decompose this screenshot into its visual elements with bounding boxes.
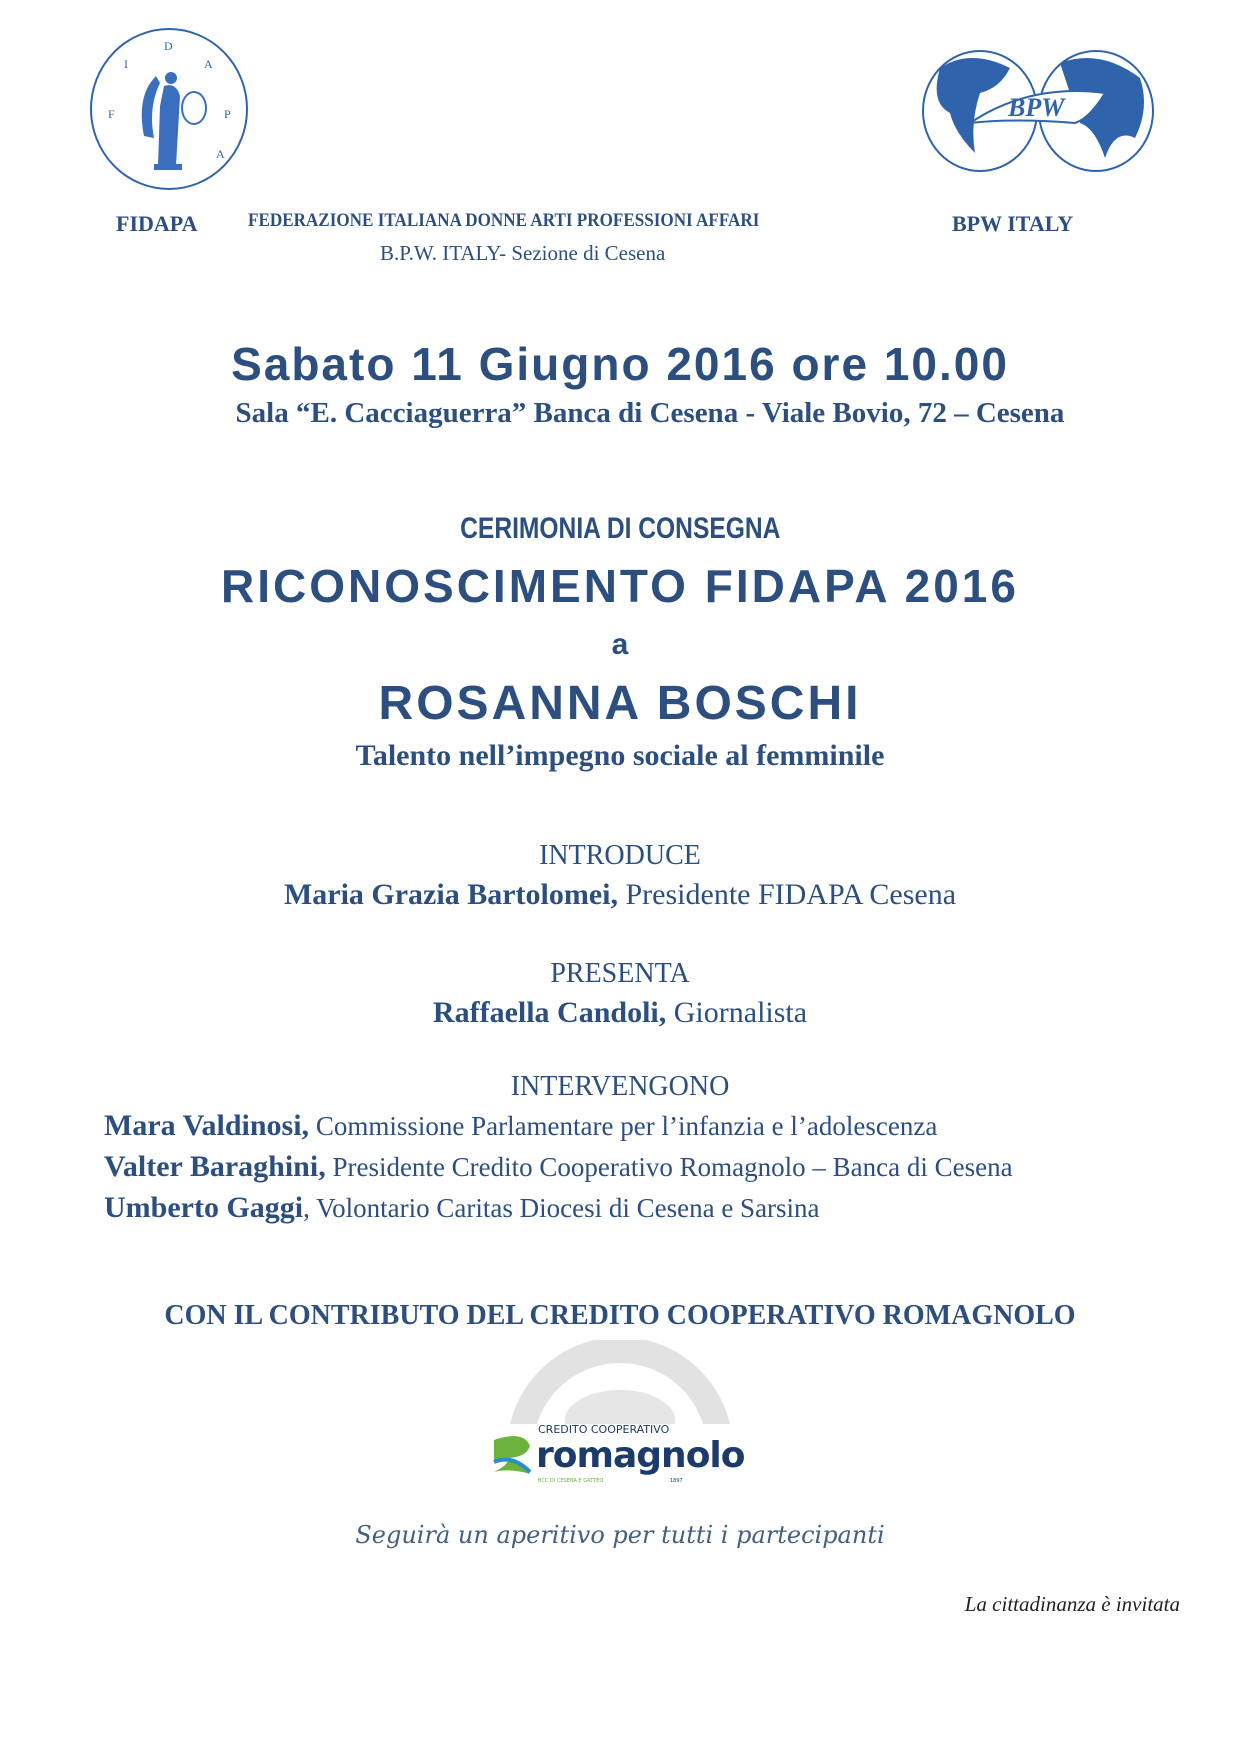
logo-sub-text: BCC DI CESENA E GATTEO [538, 1478, 604, 1484]
bpw-italy-label: BPW ITALY [952, 211, 1074, 236]
svg-text:I: I [124, 57, 128, 71]
presenta-label: PRESENTA [550, 958, 690, 989]
speaker-item: Mara Valdinosi, Commissione Parlamentare per l’infanzia e l’adolescenza [104, 1109, 938, 1142]
logo-year-text: 1897 [670, 1478, 683, 1484]
logo-main-text: romagnolo [536, 1435, 745, 1476]
connector-text: a [611, 628, 629, 661]
event-datetime: Sabato 11 Giugno 2016 ore 10.00 [231, 338, 1009, 390]
speaker-item: Umberto Gaggi, Volontario Caritas Diocesi di Cesena e Sarsina [104, 1191, 820, 1224]
seal-watermark-icon [510, 1340, 730, 1424]
romagnolo-r-icon [490, 1432, 536, 1476]
bpw-logo [920, 48, 1156, 174]
credito-cooperativo-logo [490, 1340, 750, 1490]
invitation-note: La cittadinanza è invitata [964, 1592, 1180, 1616]
event-venue: Sala “E. Cacciaguerra” Banca di Cesena - Viale Bovio, 72 – Cesena [235, 397, 1065, 429]
intervengono-label: INTERVENGONO [510, 1071, 730, 1102]
svg-text:A: A [204, 57, 213, 71]
aperitivo-note: Seguirà un aperitivo per tutti i partecipanti [355, 1521, 885, 1549]
section-name: B.P.W. ITALY- Sezione di Cesena [380, 241, 666, 265]
honoree-name: ROSANNA BOSCHI [378, 677, 862, 730]
svg-text:F: F [108, 107, 115, 121]
introduce-line: Maria Grazia Bartolomei, Presidente FIDAPA Cesena [283, 878, 957, 911]
federation-name: FEDERAZIONE ITALIANA DONNE ARTI PROFESSIONI AFFARI [248, 210, 760, 231]
svg-text:BPW: BPW [1008, 93, 1065, 122]
fidapa-label: FIDAPA [116, 211, 198, 236]
svg-text:A: A [216, 147, 225, 161]
ceremony-subtitle: CERIMONIA DI CONSEGNA [459, 512, 781, 545]
award-motto: Talento nell’impegno sociale al femminile [355, 739, 885, 772]
sponsor-contribution: CON IL CONTRIBUTO DEL CREDITO COOPERATIVO ROMAGNOLO [164, 1300, 1076, 1331]
award-title: RICONOSCIMENTO FIDAPA 2016 [221, 560, 1019, 612]
logo-top-text: CREDITO COOPERATIVO [538, 1423, 670, 1436]
speaker-item: Valter Baraghini, Presidente Credito Cooperativo Romagnolo – Banca di Cesena [104, 1150, 1013, 1183]
svg-text:P: P [224, 107, 231, 121]
svg-text:D: D [164, 39, 173, 53]
presenta-line: Raffaella Candoli, Giornalista [432, 996, 808, 1029]
fidapa-logo [86, 26, 252, 192]
introduce-label: INTRODUCE [539, 840, 701, 871]
